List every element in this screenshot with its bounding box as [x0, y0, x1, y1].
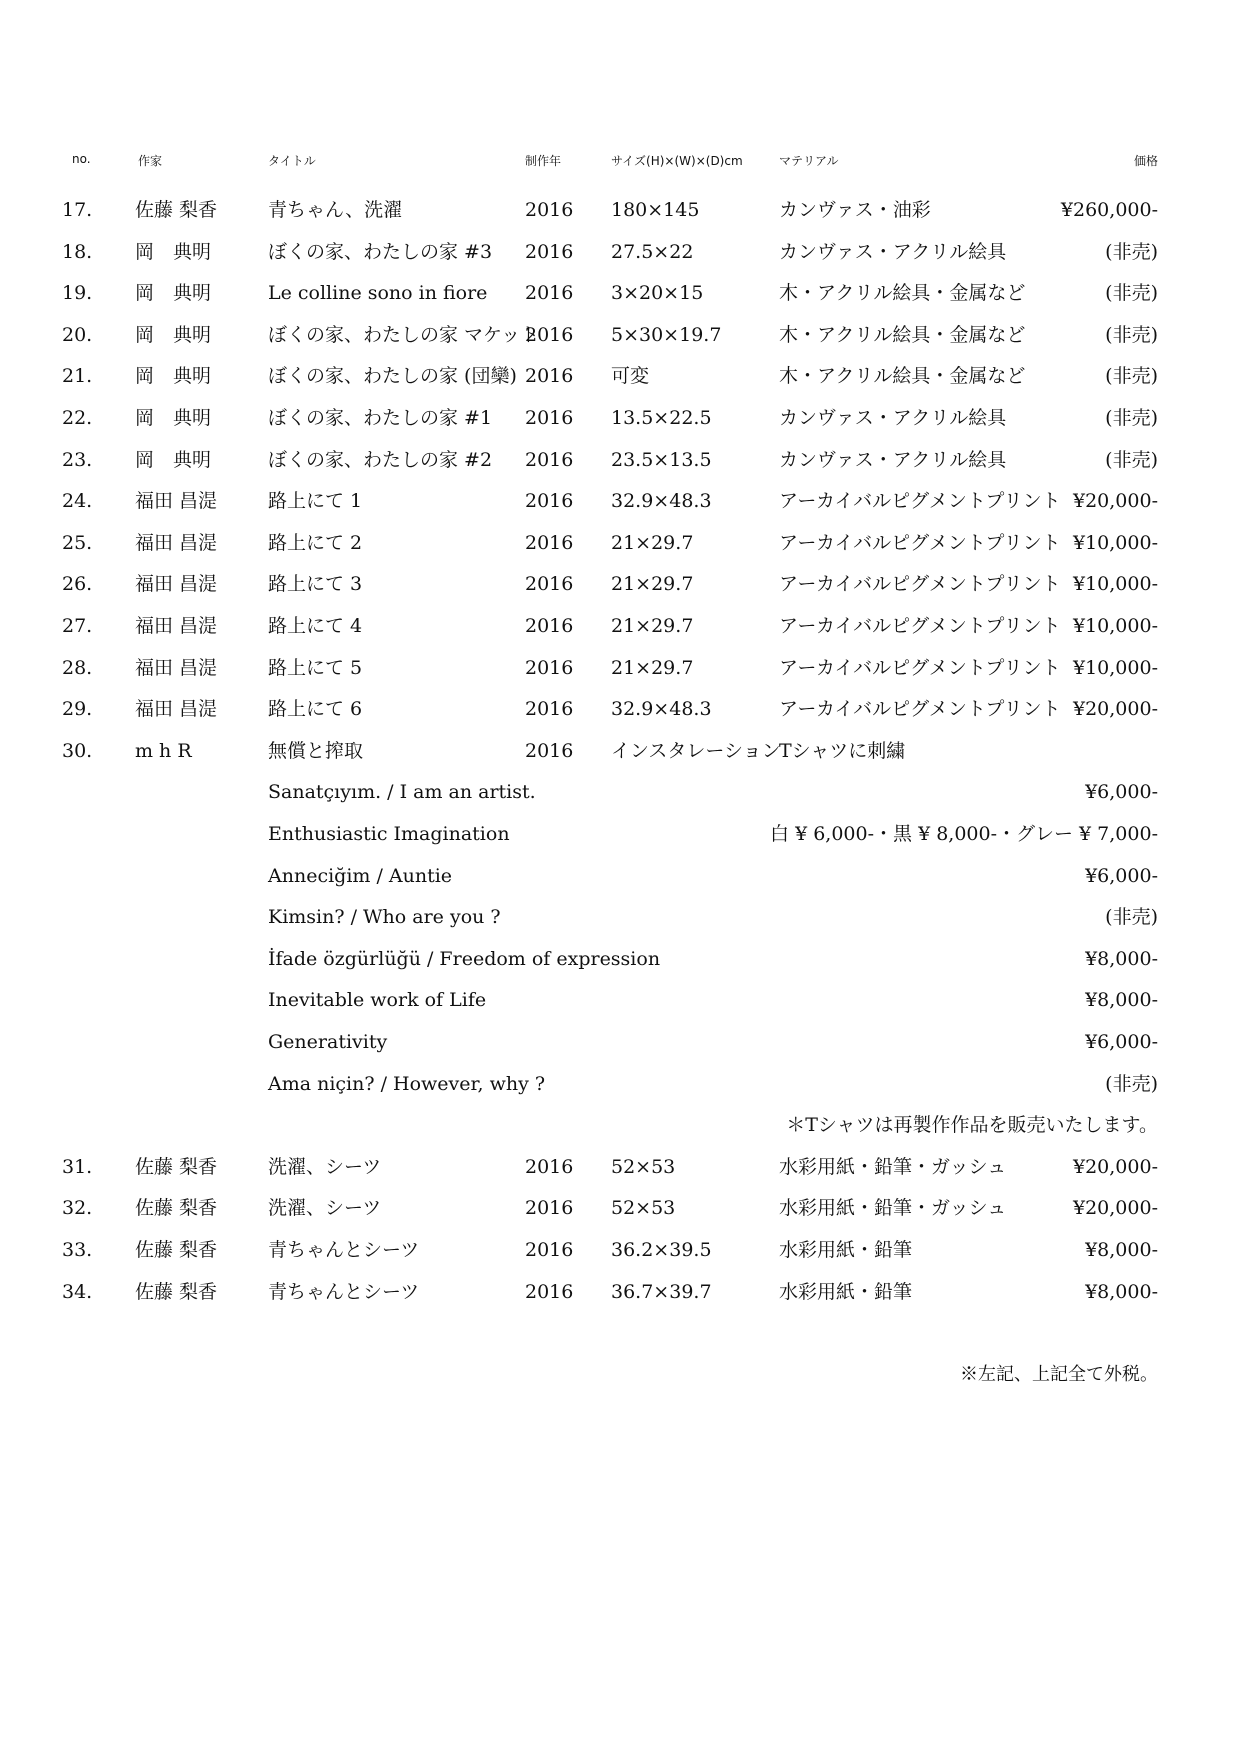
row-price: ¥260,000-	[1060, 199, 1158, 221]
table-row	[0, 775, 1240, 809]
row-price: ¥8,000-	[1085, 1239, 1158, 1261]
table-row	[0, 900, 1240, 934]
row-year: 2016	[525, 407, 574, 429]
table-row	[0, 942, 1240, 976]
row-price: ¥20,000-	[1073, 1156, 1158, 1178]
row-title: ぼくの家、わたしの家 #1	[268, 407, 493, 429]
table-header	[0, 152, 1240, 174]
row-title: ぼくの家、わたしの家 (団欒)	[268, 365, 517, 387]
row-price: (非売)	[1105, 1073, 1158, 1095]
row-size: 52×53	[611, 1156, 676, 1178]
row-year: 2016	[525, 532, 574, 554]
row-year: 2016	[525, 449, 574, 471]
row-no: 28.	[62, 657, 93, 679]
table-row	[0, 401, 1240, 435]
row-material: カンヴァス・アクリル絵具	[779, 449, 1007, 471]
row-year: 2016	[525, 740, 574, 762]
header-no: no.	[72, 152, 91, 166]
row-price: (非売)	[1105, 324, 1158, 346]
row-price: ¥8,000-	[1085, 989, 1158, 1011]
table-row	[0, 1025, 1240, 1059]
row-no: 18.	[62, 241, 93, 263]
row-material: 水彩用紙・鉛筆	[779, 1281, 913, 1303]
table-row	[0, 235, 1240, 269]
row-material: 水彩用紙・鉛筆・ガッシュ	[779, 1197, 1007, 1219]
row-price: (非売)	[1105, 241, 1158, 263]
row-title: 路上にて 3	[268, 573, 363, 595]
row-no: 31.	[62, 1156, 93, 1178]
row-title: 路上にて 1	[268, 490, 363, 512]
row-size: 13.5×22.5	[611, 407, 712, 429]
row-artist: 佐藤 梨香	[135, 1197, 218, 1219]
row-title: 路上にて 5	[268, 657, 363, 679]
row-material: カンヴァス・油彩	[779, 199, 931, 221]
row-artist: 佐藤 梨香	[135, 199, 218, 221]
row-price: ¥20,000-	[1073, 698, 1158, 720]
table-row	[0, 359, 1240, 393]
row-price: ¥8,000-	[1085, 1281, 1158, 1303]
row-price: ＊Tシャツは再製作作品を販売いたします。	[786, 1114, 1158, 1136]
row-no: 17.	[62, 199, 93, 221]
row-title: 洗濯、シーツ	[268, 1156, 382, 1178]
row-title: 路上にて 4	[268, 615, 363, 637]
row-no: 33.	[62, 1239, 93, 1261]
row-no: 22.	[62, 407, 93, 429]
row-artist: 岡 典明	[135, 407, 212, 429]
row-no: 19.	[62, 282, 93, 304]
row-material: Tシャツに刺繍	[779, 740, 906, 762]
row-no: 23.	[62, 449, 93, 471]
row-no: 32.	[62, 1197, 93, 1219]
row-artist: m h R	[135, 740, 192, 762]
row-artist: 福田 昌湜	[135, 573, 218, 595]
header-artist: 作家	[138, 154, 163, 168]
row-size: 52×53	[611, 1197, 676, 1219]
row-price: ¥6,000-	[1085, 1031, 1158, 1053]
row-material: アーカイバルピグメントプリント	[779, 532, 1061, 554]
row-price: ¥10,000-	[1073, 532, 1158, 554]
row-material: 水彩用紙・鉛筆・ガッシュ	[779, 1156, 1007, 1178]
row-size: 21×29.7	[611, 573, 694, 595]
row-artist: 福田 昌湜	[135, 532, 218, 554]
row-material: アーカイバルピグメントプリント	[779, 615, 1061, 637]
row-material: アーカイバルピグメントプリント	[779, 490, 1061, 512]
row-artist: 岡 典明	[135, 282, 212, 304]
header-size: サイズ(H)×(W)×(D)cm	[611, 154, 743, 168]
row-title: 路上にて 2	[268, 532, 363, 554]
row-price: ¥20,000-	[1073, 1197, 1158, 1219]
row-artist: 佐藤 梨香	[135, 1156, 218, 1178]
row-title: 洗濯、シーツ	[268, 1197, 382, 1219]
row-no: 25.	[62, 532, 93, 554]
row-title: ぼくの家、わたしの家 #3	[268, 241, 493, 263]
row-artist: 福田 昌湜	[135, 657, 218, 679]
row-price: ¥8,000-	[1085, 948, 1158, 970]
table-row	[0, 484, 1240, 518]
table-row	[0, 859, 1240, 893]
row-artist: 福田 昌湜	[135, 698, 218, 720]
row-price: (非売)	[1105, 906, 1158, 928]
row-year: 2016	[525, 1281, 574, 1303]
header-year: 制作年	[525, 154, 562, 168]
row-year: 2016	[525, 282, 574, 304]
row-size: 36.2×39.5	[611, 1239, 712, 1261]
row-year: 2016	[525, 657, 574, 679]
row-artist: 岡 典明	[135, 241, 212, 263]
row-no: 34.	[62, 1281, 93, 1303]
row-year: 2016	[525, 615, 574, 637]
row-title: ぼくの家、わたしの家 #2	[268, 449, 493, 471]
row-size: 21×29.7	[611, 532, 694, 554]
row-year: 2016	[525, 324, 574, 346]
table-row	[0, 1191, 1240, 1225]
row-no: 26.	[62, 573, 93, 595]
header-title: タイトル	[268, 154, 316, 168]
row-price: (非売)	[1105, 282, 1158, 304]
row-material: アーカイバルピグメントプリント	[779, 698, 1061, 720]
row-year: 2016	[525, 241, 574, 263]
row-material: 木・アクリル絵具・金属など	[779, 324, 1026, 346]
row-year: 2016	[525, 1239, 574, 1261]
row-size: 180×145	[611, 199, 700, 221]
row-year: 2016	[525, 490, 574, 512]
row-size: 32.9×48.3	[611, 698, 712, 720]
table-row	[0, 1275, 1240, 1309]
row-artist: 佐藤 梨香	[135, 1281, 218, 1303]
table-row	[0, 567, 1240, 601]
table-row	[0, 526, 1240, 560]
table-row	[0, 1150, 1240, 1184]
row-artist: 福田 昌湜	[135, 490, 218, 512]
row-size: 3×20×15	[611, 282, 704, 304]
row-size: 21×29.7	[611, 615, 694, 637]
row-title: Le colline sono in fiore	[268, 282, 488, 304]
row-title: Kimsin? / Who are you ?	[268, 906, 501, 928]
row-year: 2016	[525, 1197, 574, 1219]
row-price: ¥20,000-	[1073, 490, 1158, 512]
row-title: 路上にて 6	[268, 698, 363, 720]
table-row	[0, 276, 1240, 310]
table-row	[0, 734, 1240, 768]
row-material: カンヴァス・アクリル絵具	[779, 241, 1007, 263]
row-title: 青ちゃん、洗濯	[268, 199, 403, 221]
row-price: ¥10,000-	[1073, 573, 1158, 595]
row-year: 2016	[525, 573, 574, 595]
row-year: 2016	[525, 365, 574, 387]
table-row	[0, 692, 1240, 726]
row-material: 水彩用紙・鉛筆	[779, 1239, 913, 1261]
row-price: (非売)	[1105, 449, 1158, 471]
row-size: 5×30×19.7	[611, 324, 722, 346]
row-year: 2016	[525, 698, 574, 720]
row-size: 32.9×48.3	[611, 490, 712, 512]
row-title: Enthusiastic Imagination	[268, 823, 510, 845]
row-no: 21.	[62, 365, 93, 387]
row-title: 青ちゃんとシーツ	[268, 1281, 420, 1303]
header-price: 価格	[1133, 154, 1158, 168]
row-price: ¥10,000-	[1073, 657, 1158, 679]
table-row	[0, 1108, 1240, 1142]
header-material: マテリアル	[779, 154, 839, 168]
table-row	[0, 1233, 1240, 1267]
row-size: 可変	[611, 365, 650, 387]
row-size: 23.5×13.5	[611, 449, 712, 471]
row-price: 白 ¥ 6,000-・黒 ¥ 8,000-・グレー ¥ 7,000-	[770, 823, 1158, 845]
row-price: ¥6,000-	[1085, 865, 1158, 887]
row-price: (非売)	[1105, 407, 1158, 429]
row-artist: 福田 昌湜	[135, 615, 218, 637]
row-year: 2016	[525, 199, 574, 221]
row-material: カンヴァス・アクリル絵具	[779, 407, 1007, 429]
row-size: 36.7×39.7	[611, 1281, 712, 1303]
row-no: 20.	[62, 324, 93, 346]
row-no: 30.	[62, 740, 93, 762]
table-row	[0, 817, 1240, 851]
row-title: 無償と搾取	[268, 740, 364, 762]
row-price: (非売)	[1105, 365, 1158, 387]
table-row	[0, 651, 1240, 685]
row-size: 21×29.7	[611, 657, 694, 679]
row-artist: 佐藤 梨香	[135, 1239, 218, 1261]
row-material: アーカイバルピグメントプリント	[779, 573, 1061, 595]
row-price: ¥10,000-	[1073, 615, 1158, 637]
row-price: ¥6,000-	[1085, 781, 1158, 803]
row-size: インスタレーション	[611, 740, 781, 762]
row-artist: 岡 典明	[135, 449, 212, 471]
row-no: 29.	[62, 698, 93, 720]
table-row	[0, 193, 1240, 227]
row-title: Ama niçin? / However, why ?	[268, 1073, 546, 1095]
table-row	[0, 983, 1240, 1017]
row-title: Inevitable work of Life	[268, 989, 487, 1011]
row-artist: 岡 典明	[135, 324, 212, 346]
row-title: Generativity	[268, 1031, 388, 1053]
row-title: İfade özgürlüğü / Freedom of expression	[268, 948, 661, 970]
row-title: 青ちゃんとシーツ	[268, 1239, 420, 1261]
row-material: アーカイバルピグメントプリント	[779, 657, 1061, 679]
footer-note: ※左記、上記全て外税。	[960, 1364, 1158, 1385]
row-title: Anneciğim / Auntie	[268, 865, 453, 887]
table-row	[0, 1067, 1240, 1101]
table-row	[0, 609, 1240, 643]
row-artist: 岡 典明	[135, 365, 212, 387]
row-year: 2016	[525, 1156, 574, 1178]
row-no: 27.	[62, 615, 93, 637]
table-row	[0, 443, 1240, 477]
row-size: 27.5×22	[611, 241, 694, 263]
row-material: 木・アクリル絵具・金属など	[779, 365, 1026, 387]
row-title: ぼくの家、わたしの家 マケット	[268, 324, 540, 346]
row-title: Sanatçıyım. / I am an artist.	[268, 781, 536, 803]
table-row	[0, 318, 1240, 352]
row-no: 24.	[62, 490, 93, 512]
row-material: 木・アクリル絵具・金属など	[779, 282, 1026, 304]
